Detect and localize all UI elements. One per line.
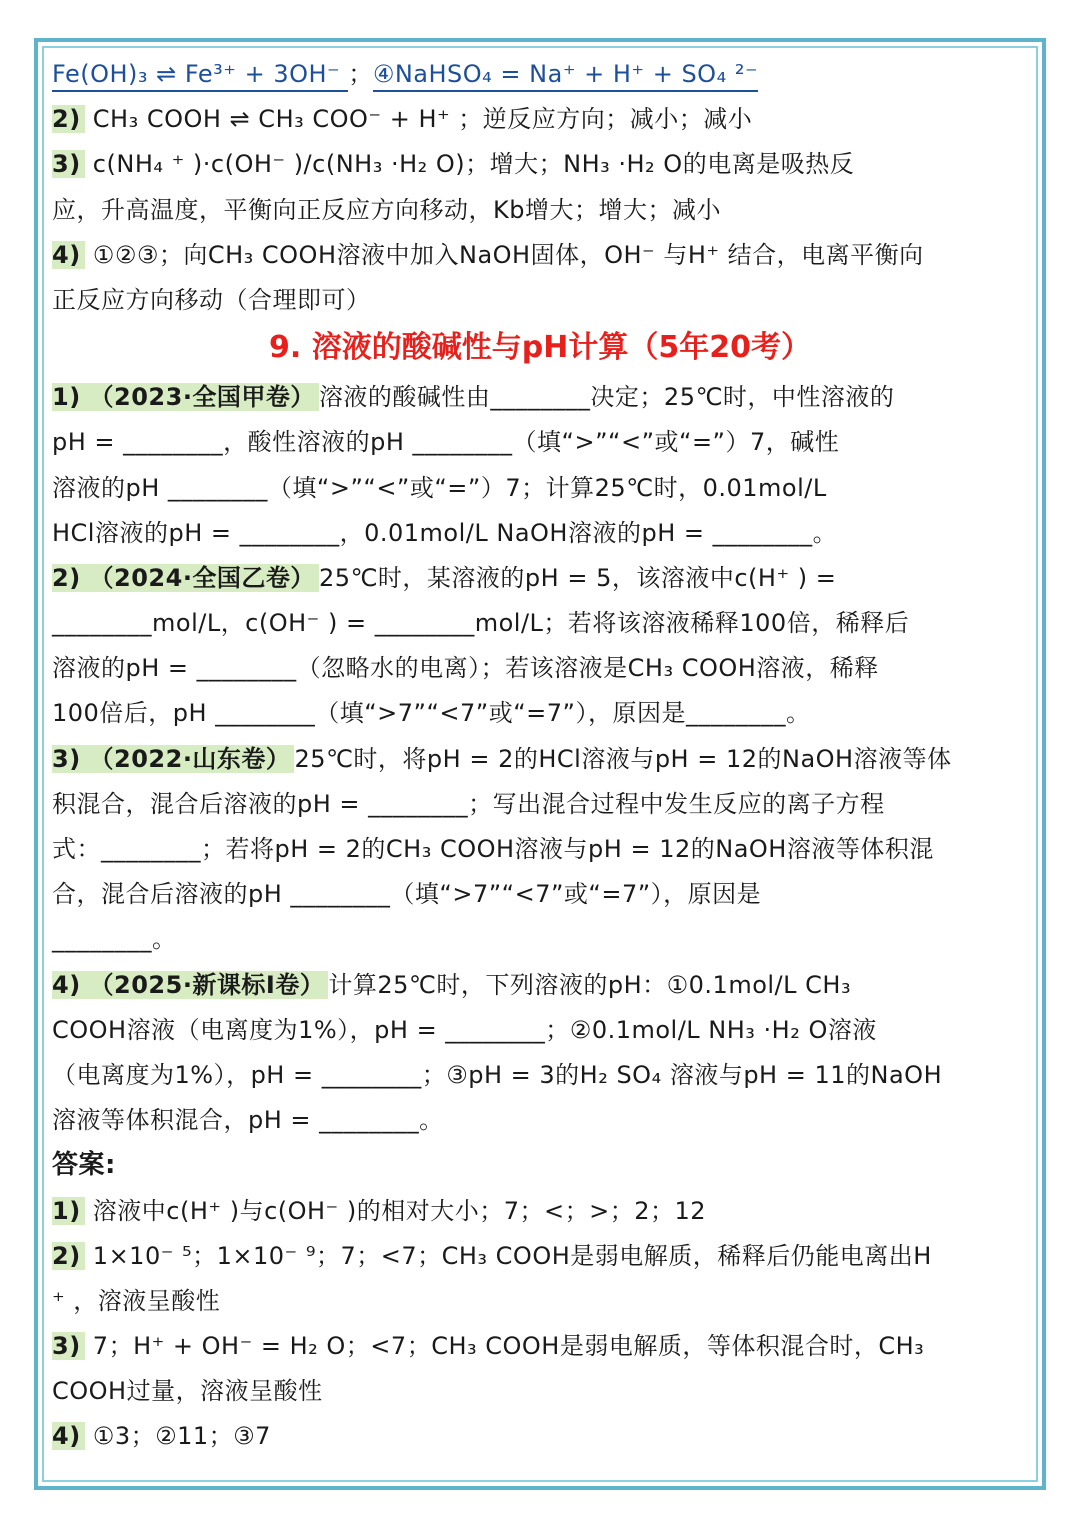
- question-3-line: [52, 917, 1028, 962]
- question-3-header: 3) （2022·山东卷）: [52, 745, 294, 773]
- answer-line-4: [52, 233, 1028, 278]
- answer-text: ⁺ ，溶液呈酸性: [52, 1286, 221, 1315]
- question-text: 合，混合后溶液的pH ________（填“>7”“<7”或“=7”），原因是: [52, 880, 762, 909]
- question-4-line: [52, 1008, 1028, 1053]
- item-number: 4): [52, 241, 85, 269]
- document-content: [52, 52, 1028, 1460]
- separator: ；: [348, 60, 373, 88]
- answer-line-3: [52, 142, 1028, 187]
- question-text: 积混合，混合后溶液的pH = ________；写出混合过程中发生反应的离子方程: [52, 789, 885, 818]
- question-1-line: [52, 511, 1028, 556]
- answer-text: c(NH₄ ⁺ )·c(OH⁻ )/c(NH₃ ·H₂ O)；增大；NH₃ ·H₂ O的电离是吸热反: [84, 150, 855, 179]
- question-4-line: [52, 1053, 1028, 1098]
- question-2-line: [52, 556, 1028, 601]
- question-1-line: [52, 420, 1028, 465]
- question-4-header: 4) （2025·新课标Ⅰ卷）: [52, 971, 328, 999]
- answer-2-line-cont: [52, 1279, 1028, 1324]
- question-text: 式：________；若将pH = 2的CH₃ COOH溶液与pH = 12的NaOH溶液等体积混: [52, 835, 934, 863]
- answer-line-3-cont: [52, 188, 1028, 233]
- answer-text: CH₃ COOH ⇌ CH₃ COO⁻ + H⁺ ；逆反应方向；减小；减小: [84, 105, 753, 134]
- item-number: 2): [52, 1242, 85, 1270]
- answer-text: 应，升高温度，平衡向正反应方向移动，Kb增大；增大；减小: [52, 195, 721, 224]
- section-title: 9. 溶液的酸碱性与pH计算（5年20考）: [269, 330, 811, 366]
- item-number: 3): [52, 150, 85, 178]
- answer-text: 7；H⁺ + OH⁻ = H₂ O；<7；CH₃ COOH是弱电解质，等体积混合时，CH₃: [84, 1332, 925, 1361]
- question-text: 溶液的pH ________（填“>”“<”或“=”）7；计算25℃时，0.01mol/L: [52, 473, 827, 502]
- answer-text: 1×10⁻ ⁵；1×10⁻ ⁹；7；<7；CH₃ COOH是弱电解质，稀释后仍能电离出H: [84, 1241, 932, 1270]
- answer-text: 溶液中c(H⁺ )与c(OH⁻ )的相对大小；7；<；>；2；12: [84, 1196, 707, 1225]
- question-3-line: [52, 872, 1028, 917]
- question-text: 25℃时，将pH = 2的HCl溶液与pH = 12的NaOH溶液等体: [294, 744, 952, 773]
- answer-text: ①②③；向CH₃ COOH溶液中加入NaOH固体，OH⁻ 与H⁺ 结合，电离平衡向: [84, 240, 924, 269]
- question-3-line: [52, 782, 1028, 827]
- question-2-line: [52, 691, 1028, 736]
- question-text: 计算25℃时，下列溶液的pH：①0.1mol/L CH₃: [328, 970, 852, 999]
- question-text: 25℃时，某溶液的pH = 5，该溶液中c(H⁺ ) =: [318, 563, 837, 592]
- question-1-line: [52, 466, 1028, 511]
- question-2-header: 2) （2024·全国乙卷）: [52, 564, 319, 592]
- question-3-line: [52, 737, 1028, 782]
- question-text: （电离度为1%），pH = ________；③pH = 3的H₂ SO₄ 溶液与pH = 11的NaOH: [52, 1060, 943, 1089]
- answer-text: COOH过量，溶液呈酸性: [52, 1377, 323, 1406]
- answer-3-line-cont: [52, 1369, 1028, 1414]
- question-1-header: 1) （2023·全国甲卷）: [52, 383, 319, 411]
- answer-line-2: [52, 97, 1028, 142]
- item-number: 3): [52, 1332, 85, 1360]
- question-text: COOH溶液（电离度为1%），pH = ________；②0.1mol/L NH₃ ·H₂ O溶液: [52, 1015, 877, 1044]
- item-number: 1): [52, 1197, 85, 1225]
- answers-heading: 答案:: [52, 1150, 116, 1181]
- answer-1-line: [52, 1189, 1028, 1234]
- answer-3-line: [52, 1324, 1028, 1369]
- question-text: 溶液的酸碱性由________决定；25℃时，中性溶液的: [318, 383, 895, 412]
- question-4-line: [52, 1098, 1028, 1143]
- question-2-line: [52, 646, 1028, 691]
- equation-nahso4: ④NaHSO₄ = Na⁺ + H⁺ + SO₄ ²⁻: [373, 60, 758, 92]
- question-text: ________。: [52, 925, 177, 954]
- question-4-line: [52, 963, 1028, 1008]
- question-1-line: [52, 375, 1028, 420]
- answer-line-4-cont: [52, 278, 1028, 323]
- answer-text: ①3；②11；③7: [84, 1422, 271, 1451]
- item-number: 2): [52, 105, 85, 133]
- answer-4-line: [52, 1414, 1028, 1459]
- question-text: 溶液的pH = ________（忽略水的电离）；若该溶液是CH₃ COOH溶液，稀释: [52, 654, 879, 683]
- item-number: 4): [52, 1422, 85, 1450]
- question-text: pH = ________，酸性溶液的pH ________（填“>”“<”或“=”）7，碱性: [52, 428, 840, 457]
- answer-2-line: [52, 1234, 1028, 1279]
- question-text: 溶液等体积混合，pH = ________。: [52, 1106, 444, 1135]
- question-3-line: [52, 827, 1028, 872]
- answer-text: 正反应方向移动（合理即可）: [52, 285, 371, 314]
- equation-fe-oh3: Fe(OH)₃ ⇌ Fe³⁺ + 3OH⁻: [52, 60, 348, 92]
- question-2-line: [52, 601, 1028, 646]
- question-text: 100倍后，pH ________（填“>7”“<7”或“=7”），原因是________。: [52, 699, 811, 728]
- text-line: [52, 52, 1028, 97]
- question-text: HCl溶液的pH = ________，0.01mol/L NaOH溶液的pH = ________。: [52, 518, 838, 547]
- question-text: ________mol/L，c(OH⁻ ) = ________mol/L；若将该溶液稀释100倍，稀释后: [52, 609, 910, 638]
